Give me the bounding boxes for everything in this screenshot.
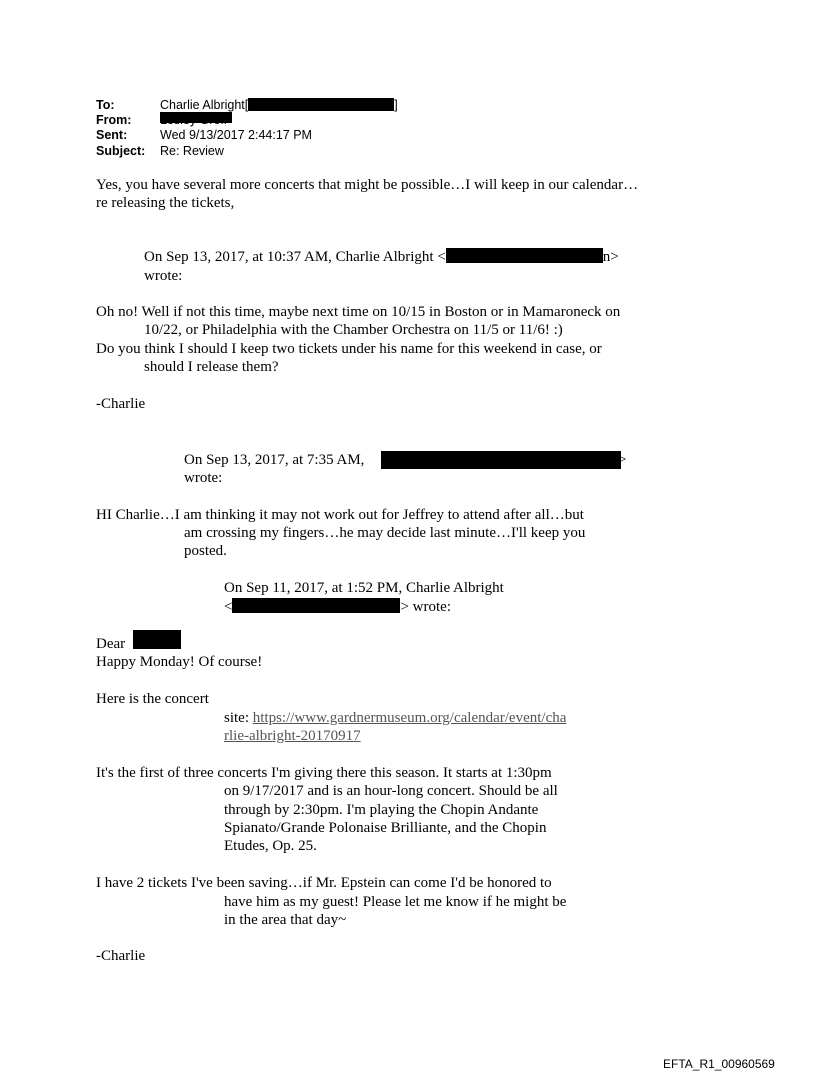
quote3-attrib-line1: On Sep 11, 2017, at 1:52 PM, Charlie Albright — [224, 580, 504, 596]
quote1-attribution — [144, 248, 619, 266]
quote1-p2-line2: should I release them? — [144, 359, 279, 375]
greeting-word: Dear — [96, 636, 126, 652]
redaction-box — [232, 598, 400, 613]
p3-line5: Etudes, Op. 25. — [224, 838, 317, 854]
subject-value: Re: Review — [160, 144, 224, 158]
reply-line-2: re releasing the tickets, — [96, 195, 235, 211]
reply-line-1: Yes, you have several more concerts that might be possible…I will keep in our calendar… — [96, 177, 639, 193]
quote2-attribution — [184, 451, 364, 469]
to-close-bracket: ] — [394, 98, 398, 112]
quote1-p1-line1: Oh no! Well if not this time, maybe next time on 10/15 in Boston or in Mamaroneck on — [96, 304, 621, 320]
quote1-wrote: wrote: — [144, 268, 183, 284]
p4-line1: I have 2 tickets I've been saving…if Mr. Epstein can come I'd be honored to — [96, 875, 552, 891]
to-recipient: Charlie Albright[ — [160, 98, 249, 112]
sent-value: Wed 9/13/2017 2:44:17 PM — [160, 128, 312, 142]
p3-line4: Spianato/Grande Polonaise Brilliante, and the Chopin — [224, 820, 547, 836]
quote2-line1: HI Charlie…I am thinking it may not work out for Jeffrey to attend after all…but — [96, 507, 584, 523]
quote2-wrote: wrote: — [184, 470, 223, 486]
quote3-attrib-line2 — [224, 598, 451, 616]
quote1-p1-line2: 10/22, or Philadelphia with the Chamber Orchestra on 11/5 or 11/6! :) — [144, 322, 563, 338]
quote2-line3: posted. — [184, 543, 227, 559]
p4-line3: in the area that day~ — [224, 912, 347, 928]
redaction-box — [381, 451, 621, 469]
concert-site — [224, 709, 566, 727]
redaction-box — [133, 630, 181, 649]
quote2-attrib-suffix: > — [618, 452, 627, 468]
redaction-box — [446, 248, 603, 263]
p3-line1: It's the first of three concerts I'm giving there this season. It starts at 1:30pm — [96, 765, 552, 781]
concert-intro: Here is the concert — [96, 691, 209, 707]
p3-line2: on 9/17/2017 and is an hour-long concert. Should be all — [224, 783, 558, 799]
quote2-attrib-prefix: On Sep 13, 2017, at 7:35 AM, — [184, 452, 365, 468]
redaction-box — [248, 98, 394, 111]
quote1-signature: -Charlie — [96, 396, 146, 412]
concert-link-part2[interactable]: rlie-albright-20170917 — [224, 728, 361, 744]
happy-monday: Happy Monday! Of course! — [96, 654, 263, 670]
quote1-p2-line1: Do you think I should I keep two tickets under his name for this weekend in case, or — [96, 341, 602, 357]
quote2-line2: am crossing my fingers…he may decide last minute…I'll keep you — [184, 525, 586, 541]
quote1-attrib-suffix: n> — [602, 249, 619, 265]
quote1-attrib-prefix: On Sep 13, 2017, at 10:37 AM, Charlie Albright < — [144, 249, 446, 265]
quote3-attrib-lt: < — [224, 599, 233, 615]
to-value — [160, 97, 398, 113]
to-label: To: — [96, 98, 115, 112]
from-label: From: — [96, 113, 132, 127]
p4-line2: have him as my guest! Please let me know if he might be — [224, 894, 567, 910]
concert-link-line2[interactable] — [224, 727, 361, 745]
redaction-box — [160, 112, 232, 123]
document-id: EFTA_R1_00960569 — [663, 1057, 775, 1071]
quote3-attrib-suffix: > wrote: — [400, 599, 451, 615]
concert-link-part1[interactable]: https://www.gardnermuseum.org/calendar/event/cha — [252, 710, 567, 726]
subject-label: Subject: — [96, 144, 146, 158]
p3-line3: through by 2:30pm. I'm playing the Chopin Andante — [224, 802, 539, 818]
sent-label: Sent: — [96, 128, 128, 142]
greeting — [96, 635, 125, 653]
site-label: site: — [224, 710, 253, 726]
final-signature: -Charlie — [96, 948, 146, 964]
